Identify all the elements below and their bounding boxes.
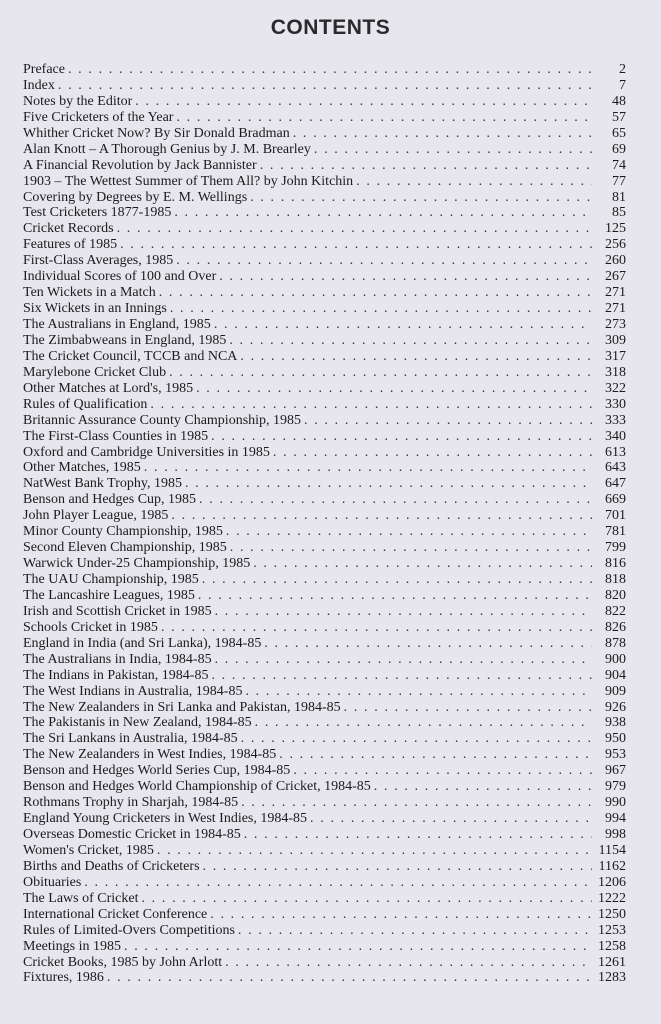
toc-entry-page-number: 938 xyxy=(605,715,626,731)
toc-entry-page-number: 69 xyxy=(612,141,626,157)
toc-entry xyxy=(23,508,626,524)
dot-leader xyxy=(176,253,592,269)
dot-leader xyxy=(185,476,592,492)
dot-leader xyxy=(161,620,592,636)
toc-entry-page-number: 271 xyxy=(605,301,626,317)
dot-leader xyxy=(293,126,592,142)
toc-entry-title: The Laws of Cricket xyxy=(23,890,139,906)
toc-entry-page-number: 77 xyxy=(612,173,626,189)
toc-entry-title: Cricket Records xyxy=(23,221,114,237)
dot-leader xyxy=(117,221,592,237)
dot-leader xyxy=(176,110,592,126)
toc-entry-page-number: 1206 xyxy=(598,874,626,890)
toc-entry xyxy=(23,381,626,397)
dot-leader xyxy=(225,955,592,971)
toc-entry-title: Index xyxy=(23,77,55,93)
toc-entry-title: Rothmans Trophy in Sharjah, 1984-85 xyxy=(23,795,239,811)
toc-entry-title: Ten Wickets in a Match xyxy=(23,285,156,301)
toc-entry-page-number: 1261 xyxy=(598,954,626,970)
toc-entry-page-number: 322 xyxy=(605,380,626,396)
toc-entry xyxy=(23,142,626,158)
toc-entry xyxy=(23,747,626,763)
dot-leader xyxy=(241,731,592,747)
toc-entry-title: Britannic Assurance County Championship, 1985 xyxy=(23,412,302,428)
toc-entry xyxy=(23,62,626,78)
toc-entry-title: Marylebone Cricket Club xyxy=(23,364,167,380)
toc-entry xyxy=(23,891,626,907)
toc-entry xyxy=(23,174,626,190)
toc-entry-title: Preface xyxy=(23,62,65,77)
toc-entry xyxy=(23,317,626,333)
toc-entry-title: Obituaries xyxy=(23,874,82,890)
toc-entry xyxy=(23,763,626,779)
dot-leader xyxy=(215,604,592,620)
toc-entry xyxy=(23,700,626,716)
toc-entry xyxy=(23,859,626,875)
toc-entry-page-number: 1154 xyxy=(598,842,626,858)
toc-entry-title: Overseas Domestic Cricket in 1984-85 xyxy=(23,827,241,842)
dot-leader xyxy=(170,301,592,317)
toc-entry-page-number: 781 xyxy=(605,524,626,540)
toc-entry xyxy=(23,237,626,253)
dot-leader xyxy=(219,269,592,285)
toc-entry-title: Benson and Hedges World Series Cup, 1984-85 xyxy=(23,763,291,779)
dot-leader xyxy=(203,859,592,875)
toc-entry xyxy=(23,684,626,700)
toc-entry-page-number: 125 xyxy=(605,221,626,237)
toc-entry xyxy=(23,923,626,939)
toc-entry xyxy=(23,301,626,317)
toc-entry-title: Second Eleven Championship, 1985 xyxy=(23,540,227,556)
dot-leader xyxy=(141,891,592,907)
toc-entry-title: The Lancashire Leagues, 1985 xyxy=(23,587,195,603)
toc-entry-page-number: 309 xyxy=(605,332,626,348)
toc-entry-title: A Financial Revolution by Jack Bannister xyxy=(23,157,257,173)
dot-leader xyxy=(198,588,592,604)
toc-entry-title: Irish and Scottish Cricket in 1985 xyxy=(23,603,212,619)
toc-entry-title: Women's Cricket, 1985 xyxy=(23,842,154,858)
dot-leader xyxy=(214,317,592,333)
dot-leader xyxy=(159,285,592,301)
toc-entry-title: Covering by Degrees by E. M. Wellings xyxy=(23,189,248,205)
toc-entry-title: Benson and Hedges World Championship of Cricket, 1984-85 xyxy=(23,779,371,795)
toc-entry-title: The Cricket Council, TCCB and NCA xyxy=(23,348,238,364)
toc-entry-page-number: 85 xyxy=(612,205,626,221)
toc-entry-page-number: 909 xyxy=(605,683,626,699)
toc-entry xyxy=(23,269,626,285)
toc-entry-page-number: 926 xyxy=(605,699,626,715)
toc-entry xyxy=(23,158,626,174)
dot-leader xyxy=(273,445,592,461)
dot-leader xyxy=(344,700,592,716)
toc-entry-page-number: 74 xyxy=(612,157,626,173)
toc-entry xyxy=(23,652,626,668)
toc-entry-page-number: 318 xyxy=(605,364,626,380)
toc-entry xyxy=(23,668,626,684)
toc-entry-page-number: 330 xyxy=(605,396,626,412)
dot-leader xyxy=(171,508,592,524)
toc-entry xyxy=(23,588,626,604)
toc-entry-page-number: 950 xyxy=(605,731,626,747)
toc-entry xyxy=(23,78,626,94)
dot-leader xyxy=(240,349,592,365)
toc-entry-page-number: 613 xyxy=(605,444,626,460)
dot-leader xyxy=(250,190,592,206)
toc-entry-page-number: 822 xyxy=(605,603,626,619)
toc-entry-title: The West Indians in Australia, 1984-85 xyxy=(23,683,243,699)
dot-leader xyxy=(196,381,592,397)
toc-entry-title: Notes by the Editor xyxy=(23,93,133,109)
toc-entry-title: Five Cricketers of the Year xyxy=(23,109,174,125)
dot-leader xyxy=(279,747,592,763)
toc-entry-title: The New Zealanders in West Indies, 1984-85 xyxy=(23,747,277,763)
toc-entry-page-number: 1222 xyxy=(598,890,626,906)
toc-entry-title: The Pakistanis in New Zealand, 1984-85 xyxy=(23,715,252,731)
page-title: CONTENTS xyxy=(270,16,391,39)
toc-entry xyxy=(23,715,626,731)
toc-entry xyxy=(23,970,626,986)
toc-entry xyxy=(23,620,626,636)
toc-entry-page-number: 260 xyxy=(605,253,626,269)
toc-entry-title: Oxford and Cambridge Universities in 1985 xyxy=(23,444,270,460)
toc-entry-page-number: 701 xyxy=(605,508,626,524)
dot-leader xyxy=(107,970,592,986)
toc-entry-title: Cricket Books, 1985 by John Arlott xyxy=(23,954,223,970)
toc-entry xyxy=(23,190,626,206)
toc-entry-title: Rules of Limited-Overs Competitions xyxy=(23,922,235,938)
toc-entry-title: The UAU Championship, 1985 xyxy=(23,572,199,587)
toc-entry-page-number: 48 xyxy=(612,93,626,109)
toc-entry-page-number: 953 xyxy=(605,747,626,763)
dot-leader xyxy=(202,572,592,588)
dot-leader xyxy=(144,460,592,476)
toc-entry-page-number: 979 xyxy=(605,779,626,795)
toc-entry-title: Whither Cricket Now? By Sir Donald Bradman xyxy=(23,125,290,141)
toc-entry xyxy=(23,524,626,540)
toc-entry-page-number: 340 xyxy=(605,428,626,444)
dot-leader xyxy=(215,652,592,668)
dot-leader xyxy=(124,939,592,955)
toc-entry-page-number: 1250 xyxy=(598,906,626,922)
toc-entry-page-number: 998 xyxy=(605,827,626,842)
toc-entry xyxy=(23,349,626,365)
toc-entry xyxy=(23,492,626,508)
toc-entry-title: International Cricket Conference xyxy=(23,906,208,922)
toc-entry-page-number: 65 xyxy=(612,125,626,141)
toc-entry xyxy=(23,94,626,110)
toc-entry-page-number: 1283 xyxy=(598,970,626,986)
toc-entry xyxy=(23,731,626,747)
dot-leader xyxy=(310,811,592,827)
dot-leader xyxy=(229,333,592,349)
toc-entry-page-number: 273 xyxy=(605,317,626,332)
toc-entry-title: Features of 1985 xyxy=(23,237,118,253)
dot-leader xyxy=(304,413,592,429)
toc-entry-title: Six Wickets in an Innings xyxy=(23,301,167,317)
dot-leader xyxy=(245,684,592,700)
dot-leader xyxy=(58,78,592,94)
toc-entry-page-number: 990 xyxy=(605,795,626,811)
toc-entry-title: The Zimbabweans in England, 1985 xyxy=(23,332,227,348)
toc-entry-title: The First-Class Counties in 1985 xyxy=(23,428,209,444)
toc-entry xyxy=(23,445,626,461)
toc-entry-page-number: 317 xyxy=(605,348,626,364)
dot-leader xyxy=(199,492,592,508)
toc-entry-page-number: 271 xyxy=(605,285,626,301)
toc-entry-title: NatWest Bank Trophy, 1985 xyxy=(23,476,182,492)
toc-entry-title: England Young Cricketers in West Indies, 1984-85 xyxy=(23,811,308,827)
toc-entry xyxy=(23,429,626,445)
dot-leader xyxy=(211,429,592,445)
dot-leader xyxy=(244,827,592,843)
dot-leader xyxy=(68,62,592,78)
toc-entry xyxy=(23,476,626,492)
toc-entry-title: Meetings in 1985 xyxy=(23,938,121,954)
dot-leader xyxy=(120,237,592,253)
toc-entry xyxy=(23,811,626,827)
toc-entry xyxy=(23,205,626,221)
toc-entry xyxy=(23,253,626,269)
toc-entry xyxy=(23,636,626,652)
toc-entry xyxy=(23,110,626,126)
dot-leader xyxy=(157,843,592,859)
toc-entry xyxy=(23,875,626,891)
toc-entry-page-number: 904 xyxy=(605,667,626,683)
toc-entry-page-number: 267 xyxy=(605,269,626,285)
toc-entry xyxy=(23,955,626,971)
toc-entry xyxy=(23,795,626,811)
toc-entry-title: Births and Deaths of Cricketers xyxy=(23,858,200,874)
toc-entry-title: Other Matches at Lord's, 1985 xyxy=(23,380,194,396)
dot-leader xyxy=(241,795,592,811)
toc-entry xyxy=(23,460,626,476)
toc-entry xyxy=(23,572,626,588)
toc-entry-page-number: 2 xyxy=(619,62,626,77)
toc-entry xyxy=(23,333,626,349)
toc-entry-page-number: 643 xyxy=(605,460,626,476)
toc-entry xyxy=(23,540,626,556)
toc-entry xyxy=(23,397,626,413)
toc-entry-title: Individual Scores of 100 and Over xyxy=(23,269,217,285)
toc-entry xyxy=(23,556,626,572)
toc-entry-page-number: 7 xyxy=(619,77,626,93)
toc-entry xyxy=(23,939,626,955)
toc-entry-page-number: 669 xyxy=(605,492,626,508)
toc-entry-page-number: 1162 xyxy=(598,858,626,874)
toc-entry-page-number: 994 xyxy=(605,811,626,827)
dot-leader xyxy=(211,668,592,684)
dot-leader xyxy=(356,174,592,190)
toc-entry xyxy=(23,604,626,620)
toc-entry-title: Alan Knott – A Thorough Genius by J. M. Brearley xyxy=(23,141,311,157)
toc-entry-title: The Sri Lankans in Australia, 1984-85 xyxy=(23,731,238,747)
toc-entry-page-number: 826 xyxy=(605,619,626,635)
toc-entry-title: The New Zealanders in Sri Lanka and Pakistan, 1984-85 xyxy=(23,699,341,715)
dot-leader xyxy=(210,907,592,923)
toc-entry-page-number: 333 xyxy=(605,412,626,428)
dot-leader xyxy=(253,556,592,572)
toc-entry-page-number: 256 xyxy=(605,237,626,253)
toc-entry-title: Benson and Hedges Cup, 1985 xyxy=(23,492,197,508)
dot-leader xyxy=(264,636,592,652)
toc-entry xyxy=(23,843,626,859)
toc-entry-title: Schools Cricket in 1985 xyxy=(23,619,158,635)
toc-entry-title: Other Matches, 1985 xyxy=(23,460,141,476)
toc-entry xyxy=(23,221,626,237)
toc-entry-page-number: 900 xyxy=(605,651,626,667)
dot-leader xyxy=(238,923,592,939)
toc-entry-title: Fixtures, 1986 xyxy=(23,970,104,986)
dot-leader xyxy=(135,94,592,110)
toc-entry-title: Test Cricketers 1877-1985 xyxy=(23,205,172,221)
toc-entry-title: First-Class Averages, 1985 xyxy=(23,253,174,269)
toc-entry xyxy=(23,126,626,142)
toc-entry xyxy=(23,907,626,923)
dot-leader xyxy=(374,779,592,795)
toc-entry-page-number: 818 xyxy=(605,572,626,587)
toc-entry-page-number: 967 xyxy=(605,763,626,779)
dot-leader xyxy=(226,524,592,540)
toc-entry-page-number: 1253 xyxy=(598,922,626,938)
toc-entry-title: Minor County Championship, 1985 xyxy=(23,524,223,540)
toc-entry-page-number: 1258 xyxy=(598,938,626,954)
toc-entry-page-number: 81 xyxy=(612,189,626,205)
table-of-contents xyxy=(23,62,626,986)
dot-leader xyxy=(150,397,592,413)
toc-entry-title: 1903 – The Wettest Summer of Them All? by John Kitchin xyxy=(23,173,354,189)
dot-leader xyxy=(84,875,592,891)
dot-leader xyxy=(255,715,592,731)
toc-entry xyxy=(23,285,626,301)
toc-entry-page-number: 799 xyxy=(605,540,626,556)
toc-entry xyxy=(23,827,626,843)
dot-leader xyxy=(169,365,592,381)
toc-entry-page-number: 820 xyxy=(605,587,626,603)
toc-entry-title: Rules of Qualification xyxy=(23,396,148,412)
toc-entry-title: The Australians in India, 1984-85 xyxy=(23,651,212,667)
toc-entry-title: The Australians in England, 1985 xyxy=(23,317,211,332)
dot-leader xyxy=(293,763,592,779)
dot-leader xyxy=(230,540,592,556)
dot-leader xyxy=(314,142,592,158)
toc-entry xyxy=(23,413,626,429)
toc-entry-page-number: 816 xyxy=(605,556,626,572)
toc-entry-title: Warwick Under-25 Championship, 1985 xyxy=(23,556,251,572)
toc-entry xyxy=(23,779,626,795)
toc-entry-title: England in India (and Sri Lanka), 1984-85 xyxy=(23,635,262,651)
toc-entry-title: John Player League, 1985 xyxy=(23,508,169,524)
dot-leader xyxy=(174,205,592,221)
toc-entry-page-number: 878 xyxy=(605,635,626,651)
toc-entry-title: The Indians in Pakistan, 1984-85 xyxy=(23,667,209,683)
toc-entry xyxy=(23,365,626,381)
toc-entry-page-number: 57 xyxy=(612,109,626,125)
toc-entry-page-number: 647 xyxy=(605,476,626,492)
dot-leader xyxy=(260,158,592,174)
